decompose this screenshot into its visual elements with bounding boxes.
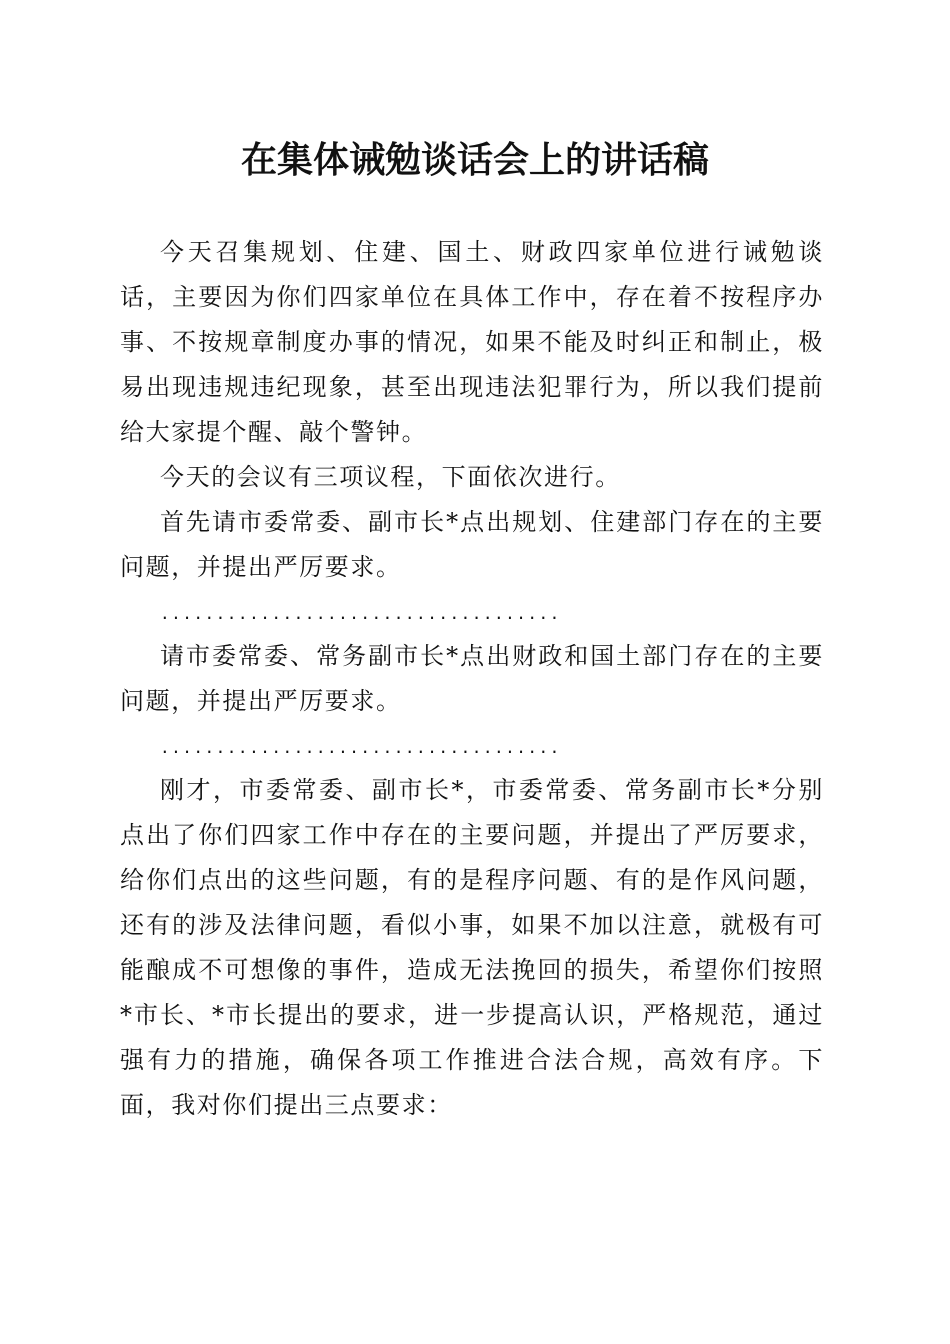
paragraph-first-speaker: 首先请市委常委、副市长*点出规划、住建部门存在的主要问题，并提出严厉要求。 xyxy=(120,508,824,581)
paragraph-opening: 今天召集规划、住建、国土、财政四家单位进行诫勉谈话，主要因为你们四家单位在具体工作中，存在着不按程序办事、不按规章制度办事的情况，如果不能及时纠正和制止，极易出现违规违纪现象，甚至出现违法犯罪行为，所以我们提前给大家提个醒、敲个警钟。 xyxy=(120,238,824,446)
paragraph-summary: 刚才，市委常委、副市长*，市委常委、常务副市长*分别点出了你们四家工作中存在的主要问题，并提出了严厉要求，给你们点出的这些问题，有的是程序问题、有的是作风问题，还有的涉及法律问题，看似小事，如果不加以注意，就极有可能酿成不可想像的事件，造成无法挽回的损失，希望你们按照*市长、*市长提出的要求，进一步提高认识，严格规范，通过强有力的措施，确保各项工作推进合法合规，高效有序。下面，我对你们提出三点要求： xyxy=(120,776,824,1119)
document-body xyxy=(120,230,824,1128)
paragraph-agenda: 今天的会议有三项议程，下面依次进行。 xyxy=(160,463,621,491)
paragraph-second-speaker: 请市委常委、常务副市长*点出财政和国土部门存在的主要问题，并提出严厉要求。 xyxy=(120,642,824,715)
ellipsis-separator: .................................... xyxy=(160,604,561,623)
document-title: 在集体诫勉谈话会上的讲话稿 xyxy=(240,139,709,181)
ellipsis-separator: .................................... xyxy=(160,738,561,757)
